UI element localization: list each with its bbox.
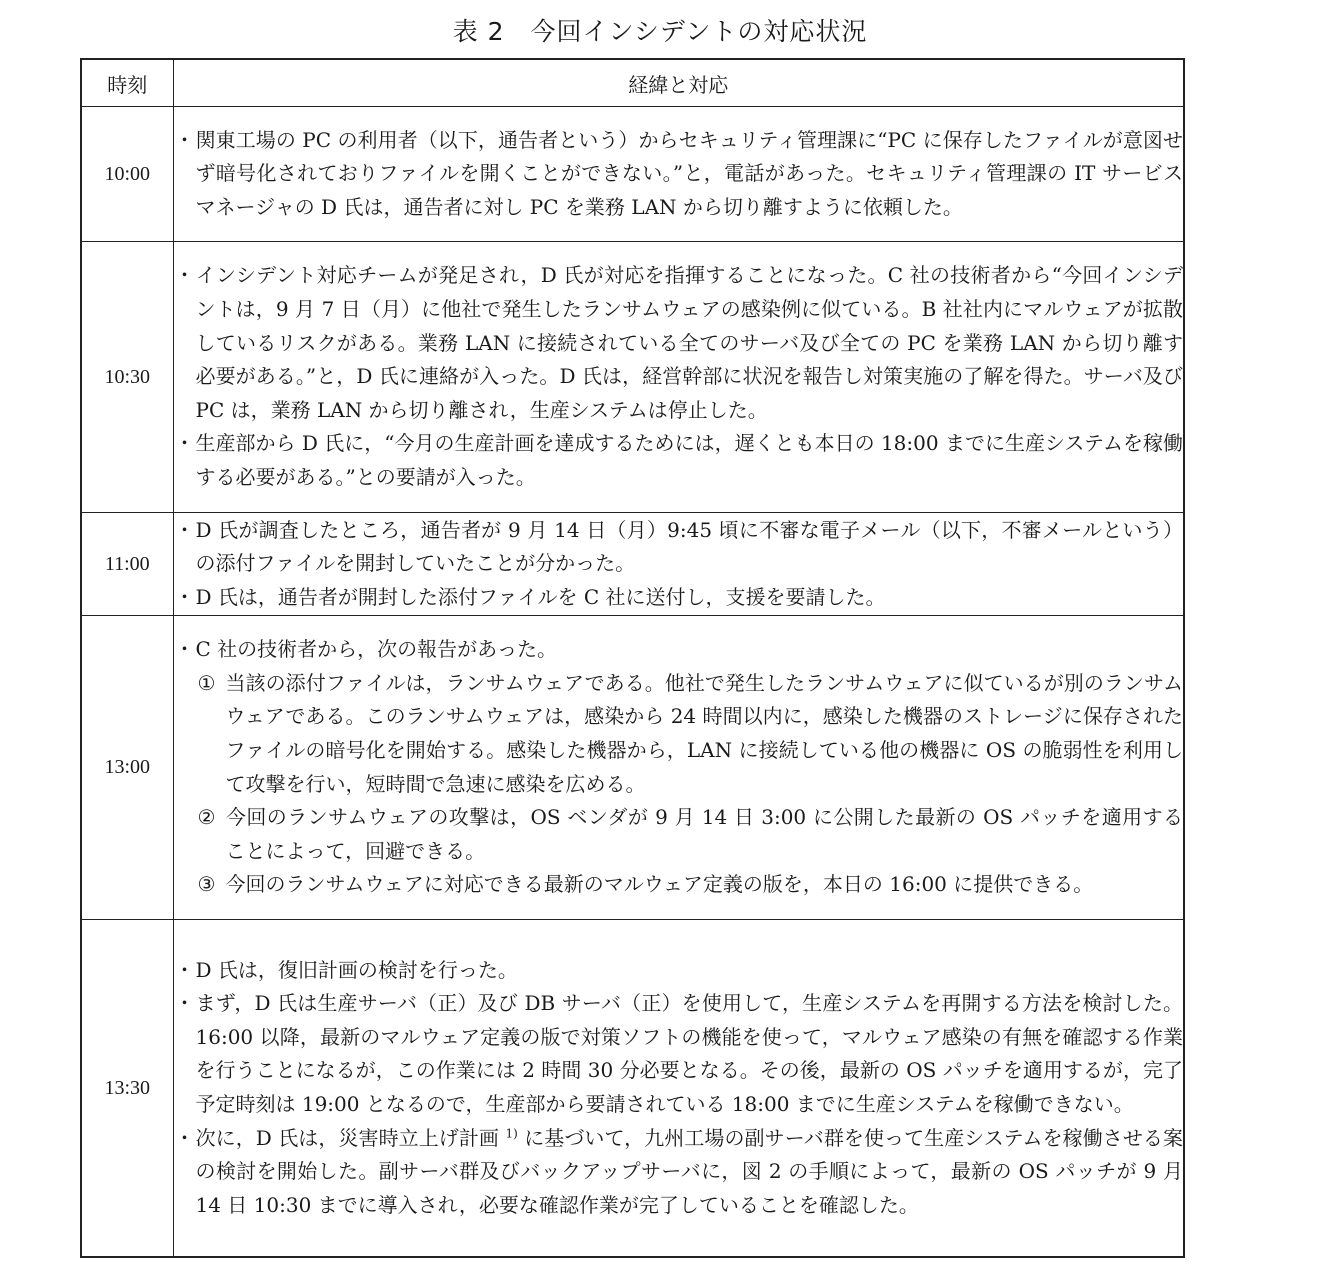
item-marker: ② bbox=[197, 805, 216, 830]
item-marker: ① bbox=[197, 670, 216, 695]
table-row bbox=[81, 920, 1184, 1258]
table-row bbox=[81, 616, 1184, 920]
detail-cell bbox=[173, 513, 1184, 616]
time-cell: 10:30 bbox=[81, 242, 173, 513]
list-item: ・関東工場の PC の利用者（以下，通告者という）からセキュリティ管理課に“PC に保存したファイルが意図せず暗号化されておりファイルを開くことができない。”と，電話があった。セキュリティ管理課の IT サービスマネージャの D 氏は，通告者に対し PC を業務 LAN から切り離すように依頼した。 bbox=[174, 127, 1183, 219]
time-cell: 13:30 bbox=[81, 920, 173, 1258]
detail-cell bbox=[173, 616, 1184, 920]
numbered-item: ② 今回のランサムウェアの攻撃は，OS ベンダが 9 月 14 日 3:00 に公開した最新の OS パッチを適用することによって，回避できる。 bbox=[174, 801, 1184, 868]
item-marker: ③ bbox=[197, 872, 216, 897]
list-item: ・C 社の技術者から，次の報告があった。 bbox=[174, 637, 557, 662]
numbered-item: ① 当該の添付ファイルは，ランサムウェアである。他社で発生したランサムウェアに似ているが別のランサムウェアである。このランサムウェアは，感染から 24 時間以内に，感染した機器のストレージに保存されたファイルの暗号化を開始する。感染した機器から，LAN に接続している他の機器に OS の脆弱性を利用して攻撃を行い，短時間で急速に感染を広める。 bbox=[174, 667, 1184, 801]
detail-cell bbox=[173, 107, 1184, 242]
time-cell: 10:00 bbox=[81, 107, 173, 242]
incident-table bbox=[80, 58, 1185, 1258]
list-item: ・次に，D 氏は，災害時立上げ計画 $^{1)}$ に基づいて，九州工場の副サーバ群を使って生産システムを稼働させる案の検討を開始した。副サーバ群及びバックアップサーバに，図 2 の手順によって，最新の OS パッチが 9 月 14 日 10:30 までに導入され，必要な確認作業が完了していることを確認した。 bbox=[174, 1125, 1184, 1217]
list-item: ・D 氏は，通告者が開封した添付ファイルを C 社に送付し，支援を要請した。 bbox=[174, 584, 886, 609]
list-item: ・生産部から D 氏に，“今月の生産計画を達成するためには，遅くとも本日の 18:00 までに生産システムを稼働する必要がある。”との要請が入った。 bbox=[174, 431, 1183, 489]
footnote-marker: 1) bbox=[505, 1125, 518, 1140]
time-cell: 11:00 bbox=[81, 513, 173, 616]
detail-cell bbox=[173, 920, 1184, 1258]
header-detail: 経緯と対応 bbox=[173, 59, 1184, 107]
list-item: ・インシデント対応チームが発足され，D 氏が対応を指揮することになった。C 社の技術者から“今回インシデントは，9 月 7 日（月）に他社で発生したランサムウェアの感染例に似ている。B 社社内にマルウェアが拡散しているリスクがある。業務 LAN に接続されている全てのサーバ及び全ての PC を業務 LAN から切り離す必要がある。”と，D 氏に連絡が入った。D 氏は，経営幹部に状況を報告し対策実施の了解を得た。サーバ及び PC は，業務 LAN から切り離され，生産システムは停止した。 bbox=[174, 263, 1183, 422]
table-number: 表 2 bbox=[452, 17, 505, 46]
table-title: 今回インシデントの対応状況 bbox=[530, 17, 868, 46]
table-caption bbox=[0, 12, 1320, 48]
list-item: ・D 氏が調査したところ，通告者が 9 月 14 日（月）9:45 頃に不審な電子メール（以下，不審メールという）の添付ファイルを開封していたことが分かった。 bbox=[174, 517, 1183, 576]
table-row bbox=[81, 107, 1184, 242]
table-row bbox=[81, 513, 1184, 616]
table-row bbox=[81, 242, 1184, 513]
detail-cell bbox=[173, 242, 1184, 513]
time-cell: 13:00 bbox=[81, 616, 173, 920]
numbered-item: ③ 今回のランサムウェアに対応できる最新のマルウェア定義の版を，本日の 16:00 に提供できる。 bbox=[174, 868, 1184, 902]
list-item: ・まず，D 氏は生産サーバ（正）及び DB サーバ（正）を使用して，生産システムを再開する方法を検討した。16:00 以降，最新のマルウェア定義の版で対策ソフトの機能を使って，マルウェア感染の有無を確認する作業を行うことになるが，この作業には 2 時間 30 分必要となる。その後，最新の OS パッチを適用するが，完了予定時刻は 19:00 となるので，生産部から要請されている 18:00 までに生産システムを稼働できない。 bbox=[174, 991, 1183, 1116]
list-item: ・D 氏は，復旧計画の検討を行った。 bbox=[174, 957, 518, 982]
header-row bbox=[81, 59, 1184, 107]
header-time: 時刻 bbox=[81, 59, 173, 107]
